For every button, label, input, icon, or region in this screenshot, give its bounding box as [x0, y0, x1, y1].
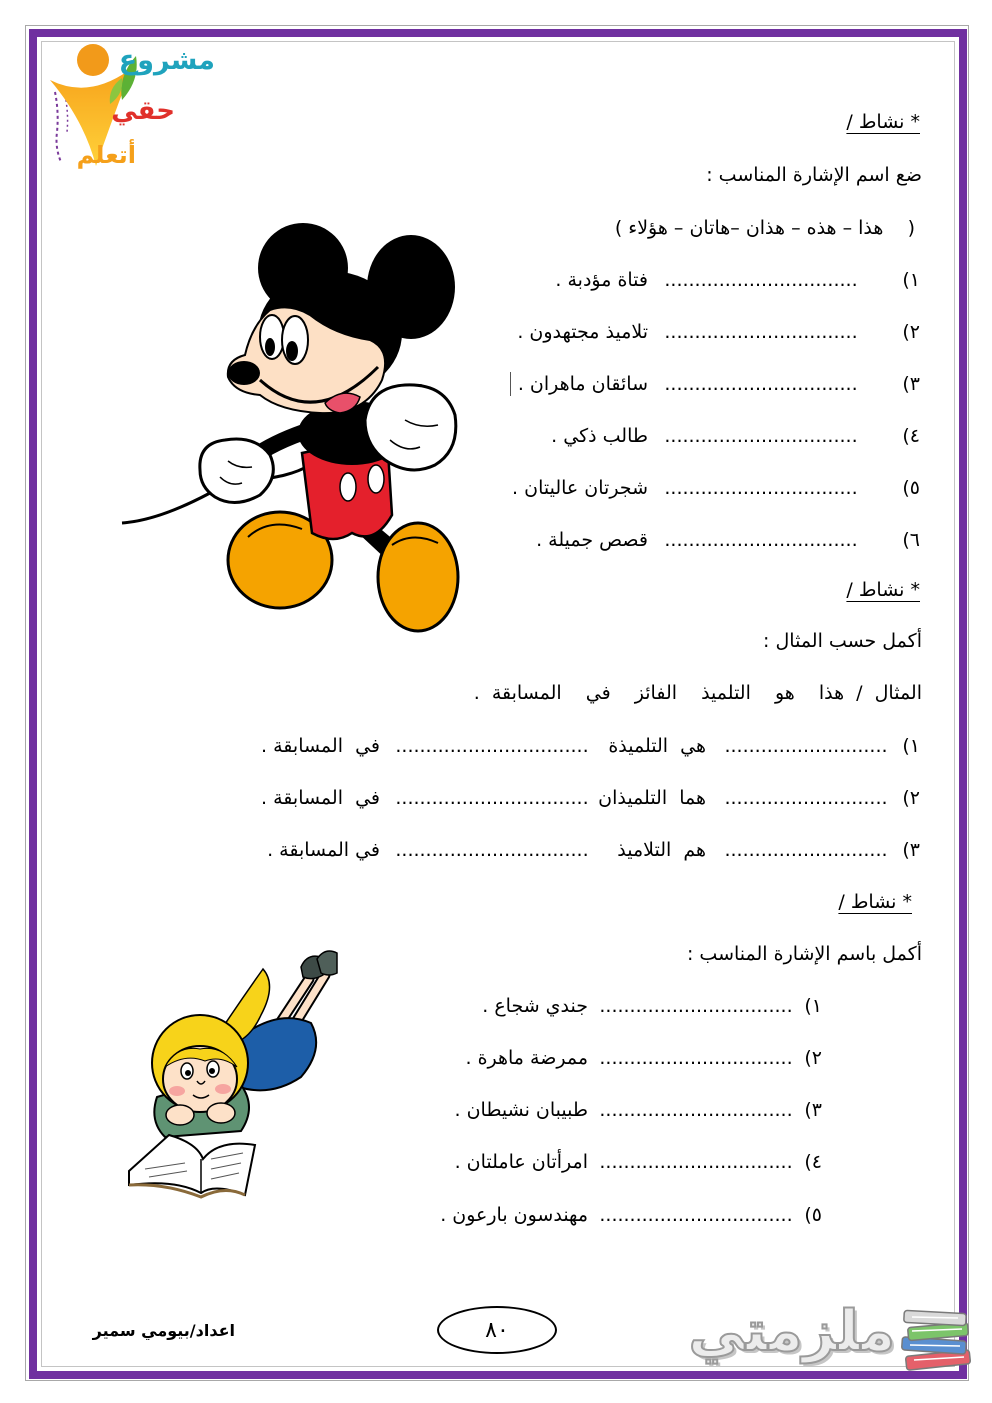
answer-blank: ................................	[664, 373, 858, 395]
item-number: ٢)	[902, 321, 920, 343]
demonstratives-word-bank: ( هذا – هذه – هذان –هاتان – هؤلاء )	[614, 217, 915, 239]
activity2-instruction: أكمل حسب المثال :	[763, 630, 922, 652]
item-text: قصص جميلة .	[536, 529, 648, 551]
item-text: سائقان ماهران .	[517, 373, 648, 395]
answer-blank: ................................	[599, 1151, 793, 1173]
activity1-heading: * نشاط /	[846, 111, 920, 133]
activity3-heading: * نشاط /	[838, 891, 912, 913]
activity3-item	[465, 1045, 822, 1071]
activity2-heading: * نشاط /	[846, 579, 920, 601]
item-number: ٥)	[902, 477, 920, 499]
answer-blank-second: ................................	[395, 787, 589, 809]
mickey-mouse-illustration	[120, 215, 460, 636]
item-number: ١)	[902, 735, 920, 757]
logo-word-project: مشروع	[118, 45, 215, 76]
answer-blank: ................................	[664, 269, 858, 291]
answer-blank: ................................	[599, 995, 793, 1017]
item-text: طالب ذكي .	[551, 425, 648, 447]
item-text: امرأتان عاملتان .	[454, 1151, 588, 1173]
answer-blank: ................................	[599, 1204, 793, 1226]
answer-blank-second: ................................	[395, 839, 589, 861]
item-number: ٦)	[902, 529, 920, 551]
answer-blank: ................................	[664, 529, 858, 551]
activity3-item	[440, 1202, 822, 1228]
logo-word-learn: أتعلم	[76, 141, 136, 169]
activity2-item	[261, 785, 920, 811]
activity1-item	[517, 319, 920, 345]
activity2-example: المثال / هذا هو التلميذ الفائز في المسابقة .	[473, 682, 922, 704]
project-logo	[44, 42, 224, 187]
text-caret	[510, 372, 511, 396]
answer-blank: ................................	[599, 1099, 793, 1121]
answer-blank: ................................	[599, 1047, 793, 1069]
logo-word-right: حقي	[111, 96, 175, 126]
activity3-instruction: أكمل باسم الإشارة المناسب :	[686, 943, 922, 965]
item-number: ٣)	[902, 839, 920, 861]
item-number: ٣)	[902, 373, 920, 395]
page-number-oval	[437, 1306, 557, 1354]
answer-blank-second: ................................	[395, 735, 589, 757]
author-credit: اعداد/بيومي سمير	[92, 1321, 235, 1340]
item-number: ٣)	[804, 1099, 822, 1121]
item-number: ١)	[804, 995, 822, 1017]
reading-girl-illustration	[125, 945, 340, 1200]
item-number: ٤)	[804, 1151, 822, 1173]
item-phrase: هم التلاميذ	[617, 839, 706, 861]
activity1-item	[518, 371, 920, 397]
page-number: ٨٠	[485, 1317, 509, 1343]
activity1-item	[555, 267, 920, 293]
watermark-text: ملزمتي	[688, 1299, 895, 1364]
item-phrase: هما التلميذان	[598, 787, 706, 809]
item-text: ممرضة ماهرة .	[465, 1047, 588, 1069]
item-ending: في المسابقة .	[267, 839, 380, 861]
activity1-instruction: ضع اسم الإشارة المناسب :	[706, 164, 922, 186]
answer-blank: ................................	[664, 425, 858, 447]
item-ending: في المسابقة .	[261, 787, 380, 809]
answer-blank-first: ...........................	[724, 735, 888, 757]
activity2-item	[267, 837, 920, 863]
item-number: ٤)	[902, 425, 920, 447]
item-text: طبيبان نشيطان .	[454, 1099, 588, 1121]
item-text: شجرتان عاليتان .	[512, 477, 648, 499]
item-number: ٢)	[804, 1047, 822, 1069]
activity1-item	[536, 527, 920, 553]
answer-blank: ................................	[664, 321, 858, 343]
answer-blank: ................................	[664, 477, 858, 499]
activity1-item	[551, 423, 920, 449]
activity1-item	[512, 475, 920, 501]
item-text: فتاة مؤدبة .	[555, 269, 648, 291]
item-ending: في المسابقة .	[261, 735, 380, 757]
item-text: مهندسون بارعون .	[440, 1204, 588, 1226]
item-text: تلاميذ مجتهدون .	[517, 321, 648, 343]
item-number: ٢)	[902, 787, 920, 809]
answer-blank-first: ...........................	[724, 787, 888, 809]
item-phrase: هي التلميذة	[608, 735, 706, 757]
item-number: ٥)	[804, 1204, 822, 1226]
item-text: جندي شجاع .	[482, 995, 588, 1017]
answer-blank-first: ...........................	[724, 839, 888, 861]
activity3-item	[482, 993, 822, 1019]
activity3-item	[455, 1149, 822, 1175]
books-stack-icon	[898, 1305, 976, 1373]
activity2-item	[261, 733, 920, 759]
item-number: ١)	[902, 269, 920, 291]
activity3-item	[455, 1097, 822, 1123]
